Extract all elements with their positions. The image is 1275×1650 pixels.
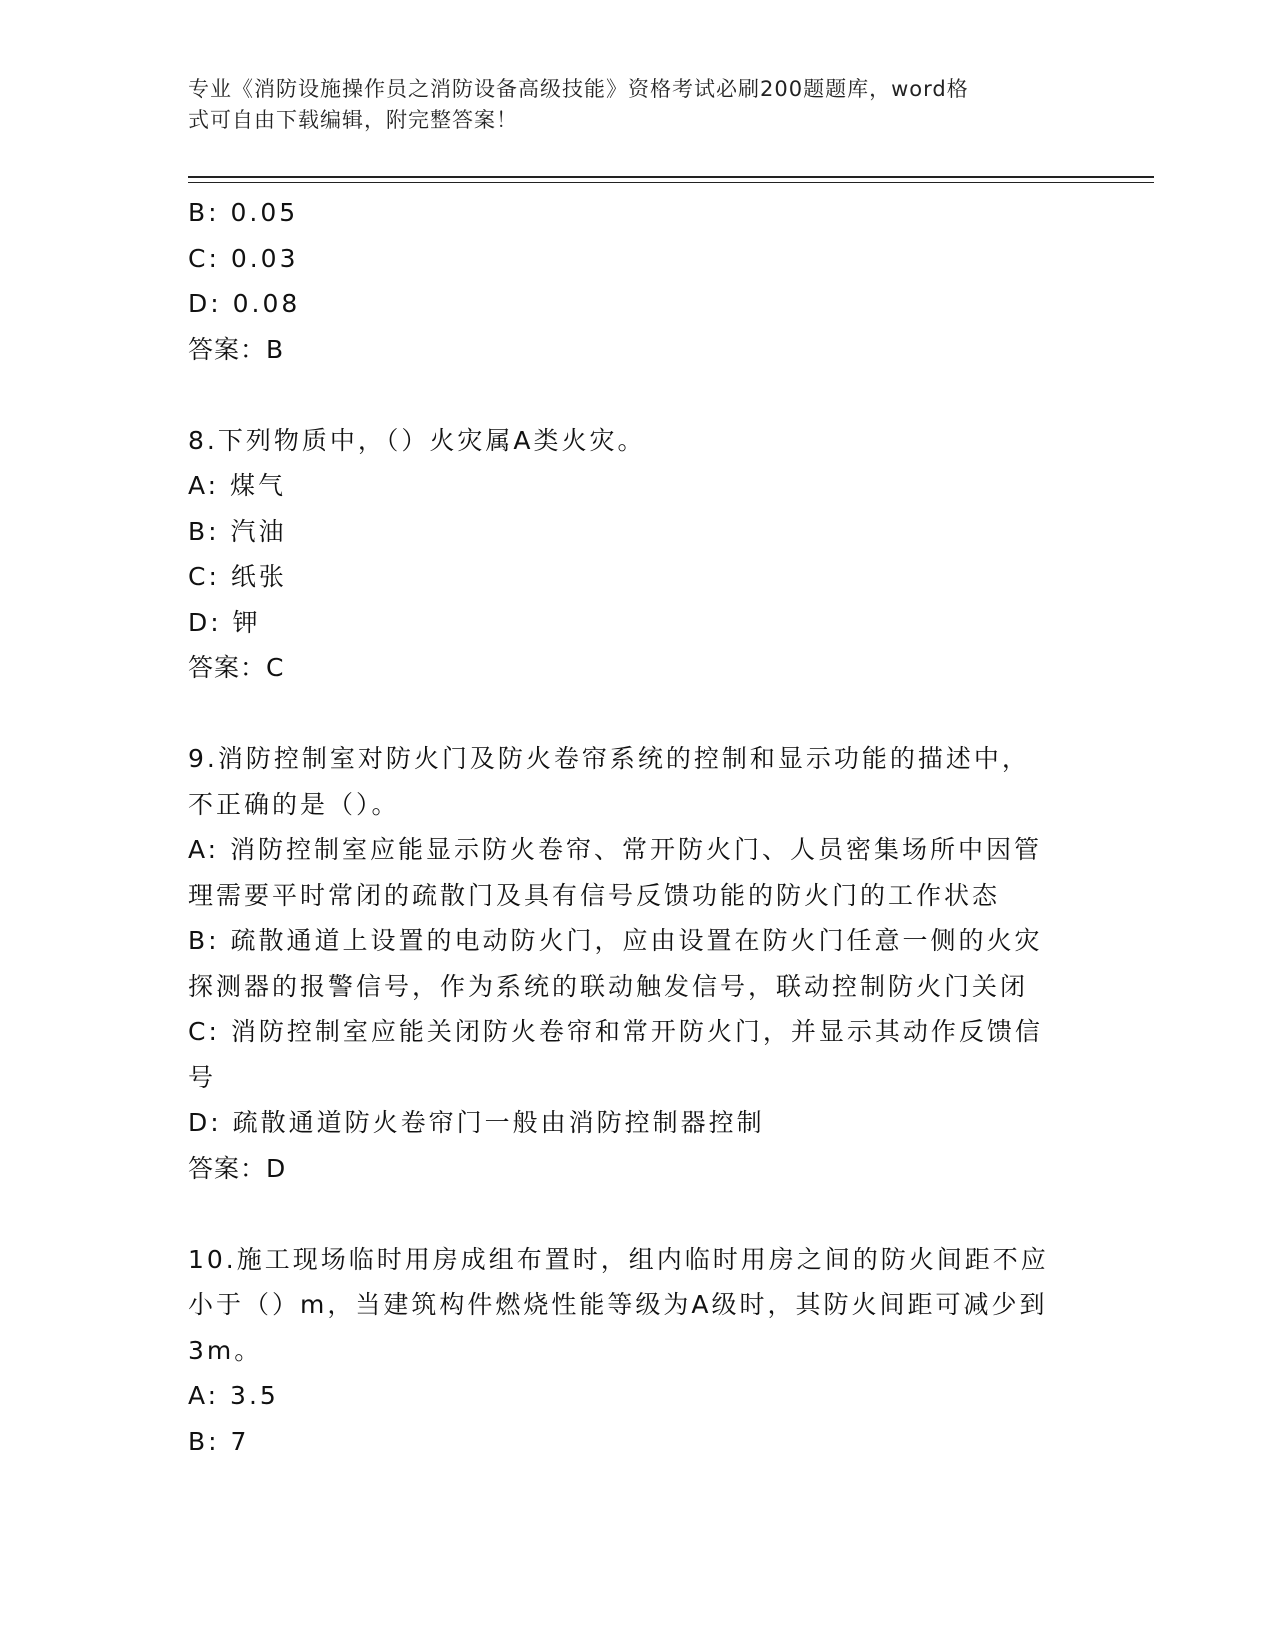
option-c: C: 0.03 [188,243,299,273]
option-d: D: 0.08 [188,289,301,318]
question-8 [188,418,1078,691]
document-header [188,74,1068,136]
header-title-line-2: 式可自由下载编辑，附完整答案！ [188,108,518,132]
option-c-line-2: 号 [188,1062,217,1092]
option-d-line-1: D: 疏散通道防火卷帘门一般由消防控制器控制 [188,1108,765,1137]
question-text: 8.下列物质中，（）火灾属A类火灾。 [188,425,646,455]
option-a: A: 3.5 [188,1381,279,1410]
spacer [188,691,1078,737]
answer-label: 答案：D [188,1153,287,1183]
question-text-line-2: 不正确的是（）。 [188,789,400,819]
spacer [188,1191,1078,1237]
question-text-line-1: 10.施工现场临时用房成组布置时，组内临时用房之间的防火间距不应 [188,1244,1049,1274]
option-b: B: 7 [188,1426,250,1456]
question-9 [188,736,1078,1191]
option-a-line-1: A: 消防控制室应能显示防火卷帘、常开防火门、人员密集场所中因管 [188,835,1043,864]
header-divider-thick [188,176,1154,178]
option-b-line-1: B: 疏散通道上设置的电动防火门，应由设置在防火门任意一侧的火灾 [188,926,1043,955]
answer-label: 答案：B [188,334,285,364]
option-a-line-2: 理需要平时常闭的疏散门及具有信号反馈功能的防火门的工作状态 [188,880,1001,910]
question-list [188,190,1078,1464]
option-d: D: 钾 [188,607,261,637]
option-b: B: 0.05 [188,198,299,227]
question-10 [188,1237,1078,1465]
option-b: B: 汽油 [188,516,287,546]
answer-label: 答案：C [188,653,285,682]
header-divider-thin [188,182,1154,183]
option-a: A: 煤气 [188,471,287,500]
option-b-line-2: 探测器的报警信号，作为系统的联动触发信号，联动控制防火门关闭 [188,971,1029,1001]
option-c: C: 纸张 [188,562,287,591]
question-text-line-1: 9.消防控制室对防火门及防火卷帘系统的控制和显示功能的描述中， [188,744,1030,773]
question-text-line-2: 小于（）m，当建筑构件燃烧性能等级为A级时，其防火间距可减少到 [188,1290,1048,1319]
spacer [188,372,1078,418]
question-7-continued [188,190,1078,372]
header-title-line-1: 专业《消防设施操作员之消防设备高级技能》资格考试必刷200题题库，word格 [188,77,969,101]
question-text-line-3: 3m。 [188,1335,263,1365]
option-c-line-1: C: 消防控制室应能关闭防火卷帘和常开防火门，并显示其动作反馈信 [188,1017,1043,1046]
